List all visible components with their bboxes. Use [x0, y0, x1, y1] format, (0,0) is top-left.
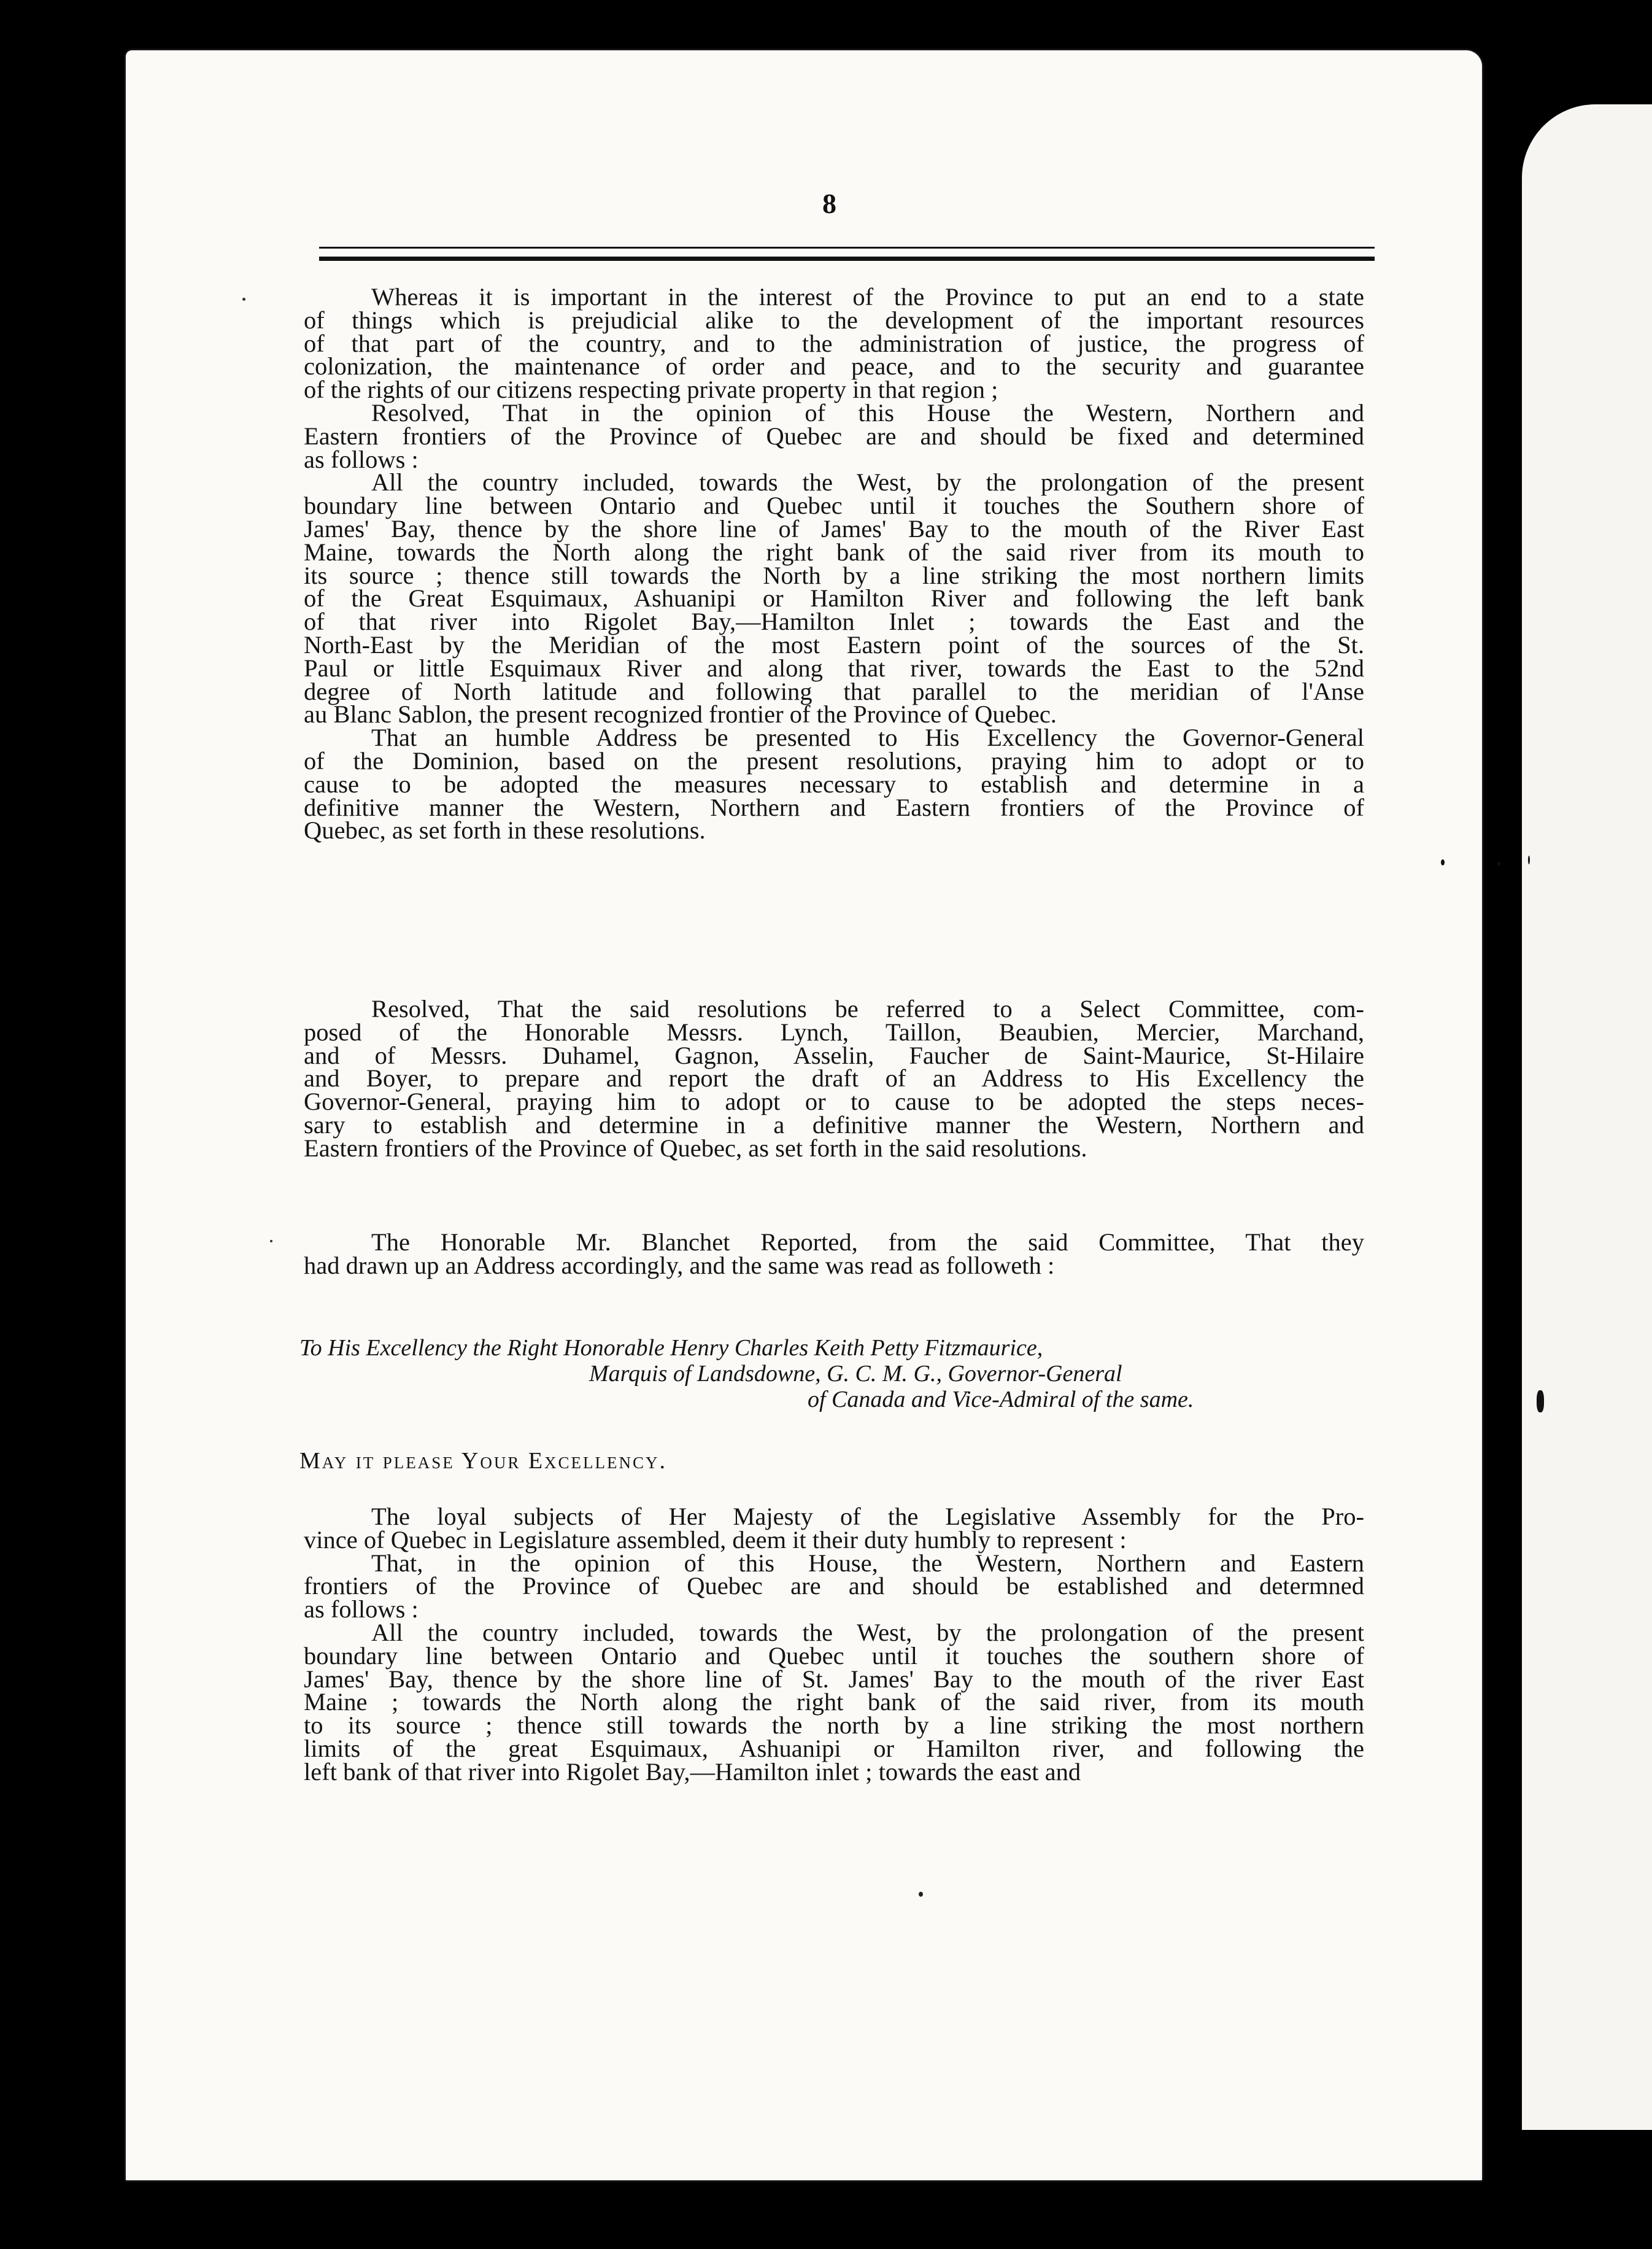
adjacent-page-edge [1522, 104, 1652, 2130]
text-line: All the country included, towards the West, by the prolongation of the present [371, 1618, 1364, 1646]
text-line: That an humble Address be presented to His Excellency the Governor-General [371, 724, 1364, 752]
text-line: Quebec, as set forth in these resolutions. [304, 816, 706, 845]
text-line: North-East by the Meridian of the most Eastern point of the sources of the St. [304, 630, 1364, 659]
text-line: to its source ; thence still towards the north by a line striking the most northern [304, 1711, 1364, 1740]
paragraph [304, 1505, 1364, 1552]
text-line: Resolved, That the said resolutions be referred to a Select Committee, com- [371, 995, 1364, 1023]
text-line: posed of the Honorable Messrs. Lynch, Taillon, Beaubien, Mercier, Marchand, [304, 1018, 1364, 1046]
report-text-block [304, 1228, 1364, 1279]
text-line: and of Messrs. Duhamel, Gagnon, Asselin, Faucher de Saint-Maurice, St-Hilaire [304, 1041, 1364, 1069]
text-line: Eastern frontiers of the Province of Quebec are and should be fixed and determined [304, 422, 1364, 450]
text-line: and Boyer, to prepare and report the draft of an Address to His Excellency the [304, 1064, 1364, 1093]
margin-speck [242, 298, 245, 301]
paragraph [304, 398, 1364, 473]
text-line: of that part of the country, and to the administration of justice, the progress of [304, 329, 1364, 357]
text-line: of the Great Esquimaux, Ashuanipi or Hamilton River and following the left bank [304, 584, 1364, 613]
text-line: James' Bay, thence by the shore line of St. James' Bay to the mouth of the river East [304, 1665, 1364, 1693]
page-number: 8 [822, 188, 836, 219]
text-line: boundary line between Ontario and Quebec until it touches the Southern shore of [304, 492, 1364, 520]
text-line: The loyal subjects of Her Majesty of the Legislative Assembly for the Pro- [371, 1503, 1364, 1530]
dedication-line: of Canada and Vice-Admiral of the same. [808, 1387, 1194, 1412]
footer-speck [919, 1892, 923, 1897]
text-line: frontiers of the Province of Quebec are and should be established and determned [304, 1572, 1364, 1600]
text-line: boundary line between Ontario and Quebec until it touches the southern shore of [304, 1641, 1364, 1670]
text-line: of things which is prejudicial alike to the development of the important resources [304, 306, 1364, 334]
text-line: Maine, towards the North along the right bank of the said river from its mouth to [304, 538, 1364, 566]
committee-text-block [304, 997, 1364, 1160]
margin-specks [1430, 853, 1553, 878]
paragraph [304, 1618, 1364, 1786]
salutation: May it please Your Excellency. [299, 1448, 668, 1474]
text-line: of the rights of our citizens respecting private property in that region ; [304, 376, 998, 404]
address-text-block [304, 1505, 1364, 1784]
text-line: Whereas it is important in the interest of the Province to put an end to a state [371, 283, 1364, 311]
text-line: definitive manner the Western, Northern and Eastern frontiers of the Province of [304, 793, 1364, 821]
text-line: as follows : [304, 1595, 419, 1624]
resolution-text-block [304, 283, 1364, 845]
header-rule-thin [319, 247, 1375, 249]
text-line: au Blanc Sablon, the present recognized frontier of the Province of Quebec. [304, 700, 1057, 729]
text-line: Eastern frontiers of the Province of Quebec, as set forth in the said resolutions. [304, 1134, 1087, 1162]
paragraph [304, 1549, 1364, 1624]
text-line: That, in the opinion of this House, the Western, Northern and Eastern [371, 1549, 1364, 1577]
dedication-line: To His Excellency the Right Honorable Henry Charles Keith Petty Fitzmaurice, [299, 1335, 1043, 1361]
margin-speck [1537, 1390, 1544, 1412]
text-line: degree of North latitude and following that parallel to the meridian of l'Anse [304, 677, 1364, 705]
text-line: its source ; thence still towards the North by a line striking the most northern limits [304, 561, 1364, 589]
text-line: James' Bay, thence by the shore line of James' Bay to the mouth of the River East [304, 514, 1364, 543]
text-line: Governor-General, praying him to adopt or to cause to be adopted the steps neces- [304, 1088, 1364, 1116]
text-line: Resolved, That in the opinion of this House the Western, Northern and [371, 398, 1364, 427]
text-line: limits of the great Esquimaux, Ashuanipi or Hamilton river, and following the [304, 1734, 1364, 1762]
text-line: Paul or little Esquimaux River and along that river, towards the East to the 52nd [304, 654, 1364, 682]
text-line: vince of Quebec in Legislature assembled, deem it their duty humbly to represent : [304, 1525, 1127, 1554]
paragraph [304, 283, 1364, 404]
paragraph [304, 468, 1364, 729]
dedication-line: Marquis of Landsdowne, G. C. M. G., Governor-General [589, 1361, 1122, 1387]
header-rule-thick [319, 257, 1375, 261]
text-line: of that river into Rigolet Bay,—Hamilton Inlet ; towards the East and the [304, 608, 1364, 636]
text-line: as follows : [304, 445, 419, 473]
paragraph [304, 1228, 1364, 1279]
text-line: colonization, the maintenance of order and peace, and to the security and guarantee [304, 352, 1364, 381]
text-line: All the country included, towards the West, by the prolongation of the present [371, 468, 1364, 497]
margin-speck [270, 1240, 272, 1242]
text-line: sary to establish and determine in a definitive manner the Western, Northern and [304, 1110, 1364, 1139]
text-line: left bank of that river into Rigolet Bay,—Hamilton inlet ; towards the east and [304, 1757, 1081, 1786]
paragraph [304, 997, 1364, 1160]
text-line: had drawn up an Address accordingly, and the same was read as followeth : [304, 1251, 1055, 1279]
text-line: cause to be adopted the measures necessary to establish and determine in a [304, 770, 1364, 798]
text-line: of the Dominion, based on the present resolutions, praying him to adopt or to [304, 746, 1364, 775]
text-line: Maine ; towards the North along the right bank of the said river, from its mouth [304, 1688, 1364, 1716]
paragraph [304, 724, 1364, 845]
text-line: The Honorable Mr. Blanchet Reported, from the said Committee, That they [371, 1228, 1364, 1256]
address-dedication [299, 1335, 1367, 1412]
